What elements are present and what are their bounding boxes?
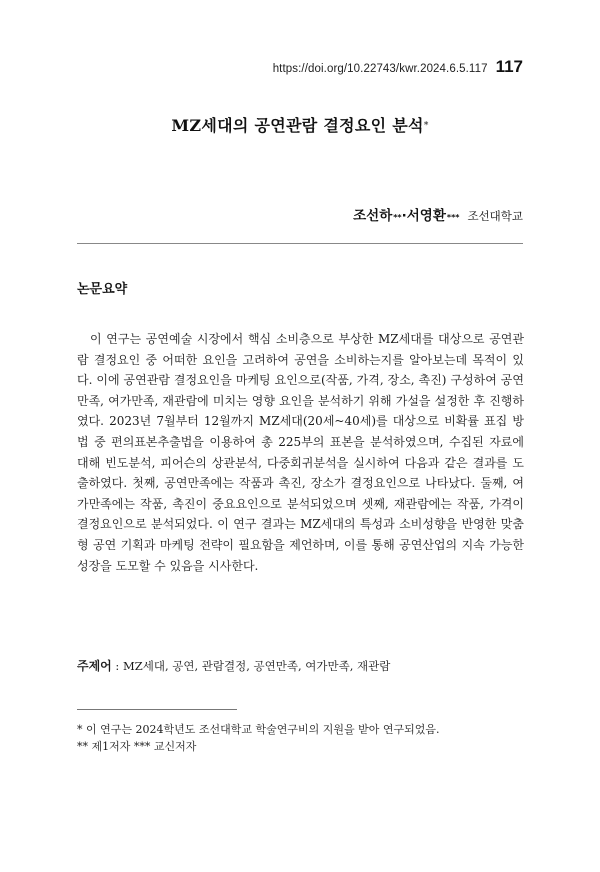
page-number: 117 [495, 57, 523, 76]
paper-title [0, 113, 600, 136]
keywords-separator: : [111, 659, 123, 673]
title-footnote-mark: * [423, 121, 429, 131]
footnotes [77, 721, 524, 755]
doi-link[interactable]: https://doi.org/10.22743/kwr.2024.6.5.117 [272, 63, 488, 75]
author-first: 조선하 [353, 208, 393, 224]
author-corresponding-mark: *** [446, 213, 460, 222]
page-header [273, 57, 523, 77]
paper-title-text: MZ세대의 공연관람 결정요인 분석 [171, 116, 424, 135]
author-separator: · [401, 208, 407, 224]
keywords-line [77, 657, 524, 674]
header-divider [77, 243, 523, 244]
footnote-authors: ** 제1저자 *** 교신저자 [77, 740, 197, 753]
footnote-divider [77, 709, 237, 710]
abstract-heading: 논문요약 [77, 282, 128, 297]
keywords-label: 주제어 [77, 659, 112, 673]
footnote-funding: * 이 연구는 2024학년도 조선대학교 학술연구비의 지원을 받아 연구되었음. [77, 723, 440, 736]
author-first-mark: ** [393, 213, 402, 222]
affiliation: 조선대학교 [467, 209, 523, 223]
keywords-text: MZ세대, 공연, 관람결정, 공연만족, 여가만족, 재관람 [122, 659, 391, 673]
author-line [353, 204, 523, 224]
abstract-body: 이 연구는 공연예술 시장에서 핵심 소비층으로 부상한 MZ세대를 대상으로 공연관람 결정요인 중 어떠한 요인을 고려하여 공연을 소비하는지를 알아보는데 목적이 있다. 이에 공연관람 결정요인을 마케팅 요인으로(작품, 가격, 장소, 촉진) 구성하여 공연만족, 여가만족, 재관람에 미치는 영향 요인을 분석하기 위해 가설을 설정한 후 진행하였다. 2023년 7월부터 12월까지 MZ세대(20세~40세)를 대상으로 비확률 표집 방법 중 편의표본추출법을 이용하여 총 225부의 표본을 분석하였으며, 수집된 자료에 대해 빈도분석, 피어슨의 상관분석, 다중회귀분석을 실시하여 다음과 같은 결과를 도출하였다. 첫째, 공연만족에는 작품과 촉진, 장소가 결정요인으로 나타났다. 둘째, 여가만족에는 작품, 촉진이 중요요인으로 분석되었으며 셋째, 재관람에는 작품, 가격이 결정요인으로 분석되었다. 이 연구 결과는 MZ세대의 특성과 소비성향을 반영한 맞춤형 공연 기획과 마케팅 전략이 필요함을 제언하며, 이를 통해 공연산업의 지속 가능한 성장을 도모할 수 있음을 시사한다. [77, 332, 524, 573]
author-corresponding: 서영환 [406, 208, 446, 224]
